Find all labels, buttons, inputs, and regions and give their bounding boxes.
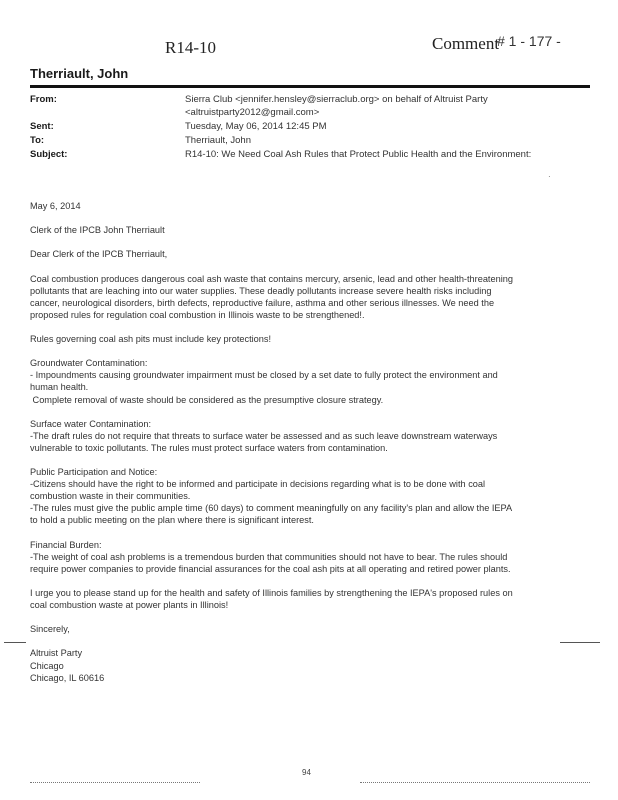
public-participation-line: to hold a public meeting on the plan where there is significant interest. — [30, 515, 314, 526]
to-label: To: — [30, 135, 45, 146]
public-participation-line: combustion waste in their communities. — [30, 491, 191, 502]
sent-label: Sent: — [30, 121, 54, 132]
groundwater-line: human health. — [30, 382, 89, 393]
signature-address: Chicago, IL 60616 — [30, 672, 105, 683]
closing-paragraph — [30, 587, 590, 611]
docket-number: R14-10 — [165, 38, 216, 57]
from-value: Sierra Club <jennifer.hensley@sierraclub.org> on behalf of Altruist Party — [185, 94, 488, 105]
groundwater-line: - Impoundments causing groundwater impairment must be closed by a set date to fully protect the environment and — [30, 370, 498, 381]
surface-water-line: vulnerable to toxic pollutants. The rules must protect surface waters from contamination. — [30, 442, 388, 453]
from-email: <altruistparty2012@gmail.com> — [185, 107, 320, 118]
signature-name: Altruist Party — [30, 648, 83, 659]
financial-burden-line: -The weight of coal ash problems is a tremendous burden that communities should not have to bear. The rules should — [30, 551, 508, 562]
letter-body — [30, 200, 590, 696]
scan-artifact-line — [4, 642, 26, 643]
financial-burden-section — [30, 539, 590, 575]
intro-line: Coal combustion produces dangerous coal ash waste that contains mercury, arsenic, lead and other health-threatening — [30, 273, 513, 284]
signature-city: Chicago — [30, 660, 64, 671]
subject-value: R14-10: We Need Coal Ash Rules that Protect Public Health and the Environment: — [185, 149, 532, 160]
surface-water-heading: Surface water Contamination: — [30, 418, 152, 429]
scan-speck: · — [548, 172, 551, 181]
protections-paragraph: Rules governing coal ash pits must include key protections! — [30, 334, 272, 345]
financial-burden-heading: Financial Burden: — [30, 539, 102, 550]
financial-burden-line: require power companies to provide financial assurances for the coal ash pits at all operating and retired power plants. — [30, 563, 511, 574]
valediction: Sincerely, — [30, 624, 70, 635]
intro-paragraph — [30, 273, 590, 321]
intro-line: cancer, neurological disorders, birth defects, reproductive failure, asthma and other serious illnesses. We need the — [30, 297, 495, 308]
from-label: From: — [30, 94, 57, 105]
comment-label: Comment — [432, 34, 500, 53]
recipient-name: Therriault, John — [30, 66, 129, 81]
closing-line: I urge you to please stand up for the health and safety of Illinois families by strengthening the IEPA's proposed rules on — [30, 588, 513, 598]
to-value: Therriault, John — [185, 135, 252, 146]
groundwater-section — [30, 357, 590, 405]
public-participation-section — [30, 466, 590, 526]
scan-artifact-line — [560, 642, 600, 643]
surface-water-section — [30, 418, 590, 454]
header-divider — [30, 85, 590, 88]
intro-line: pollutants that are leaching into our water supplies. These deadly pollutants increase severe health risks including — [30, 285, 492, 296]
subject-label: Subject: — [30, 149, 68, 160]
letter-date: May 6, 2014 — [30, 201, 81, 211]
signature-block — [30, 647, 590, 683]
letter-addressee: Clerk of the IPCB John Therriault — [30, 225, 165, 236]
public-participation-line: -Citizens should have the right to be informed and participate in decisions regarding what is to be done with coal — [30, 479, 486, 490]
groundwater-heading: Groundwater Contamination: — [30, 358, 148, 369]
comment-number: # 1 - 177 - — [497, 33, 561, 49]
intro-line: proposed rules for regulation coal combustion in Illinois waste to be strengthened!. — [30, 309, 365, 320]
public-participation-line: -The rules must give the public ample time (60 days) to comment meaningfully on any facility's plan and allow the IEPA — [30, 503, 513, 514]
page-number: 94 — [302, 768, 311, 777]
scan-footer-artifact — [30, 782, 200, 783]
sent-value: Tuesday, May 06, 2014 12:45 PM — [185, 121, 327, 132]
closing-line: coal combustion waste at power plants in Illinois! — [30, 600, 229, 611]
scan-footer-artifact — [360, 782, 590, 783]
public-participation-heading: Public Participation and Notice: — [30, 467, 158, 478]
groundwater-line: Complete removal of waste should be considered as the presumptive closure strategy. — [30, 394, 384, 405]
letter-salutation: Dear Clerk of the IPCB Therriault, — [30, 249, 168, 260]
surface-water-line: -The draft rules do not require that threats to surface water be assessed and as such leave downstream waterways — [30, 430, 498, 441]
